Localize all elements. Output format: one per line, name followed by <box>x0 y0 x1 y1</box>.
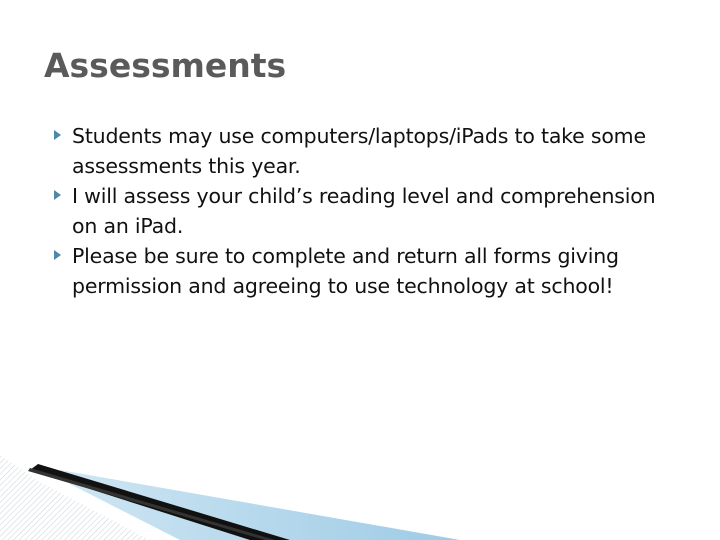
triangle-bullet-icon <box>54 250 61 260</box>
bullet-text-2: I will assess your child’s reading level and comprehension on an iPad. <box>72 184 656 238</box>
bullet-item-3 <box>48 241 668 301</box>
bullet-item-1 <box>48 121 668 181</box>
bullet-text-3: Please be sure to complete and return all forms giving permission and agreeing to use technology at school! <box>72 244 619 298</box>
bullet-list <box>48 121 668 301</box>
triangle-bullet-icon <box>54 130 61 140</box>
bullet-text-1: Students may use computers/laptops/iPads to take some assessments this year. <box>72 124 646 178</box>
bullet-item-2 <box>48 181 668 241</box>
triangle-bullet-icon <box>54 190 61 200</box>
slide-title: Assessments <box>44 46 287 85</box>
decorative-swoosh <box>0 440 460 540</box>
